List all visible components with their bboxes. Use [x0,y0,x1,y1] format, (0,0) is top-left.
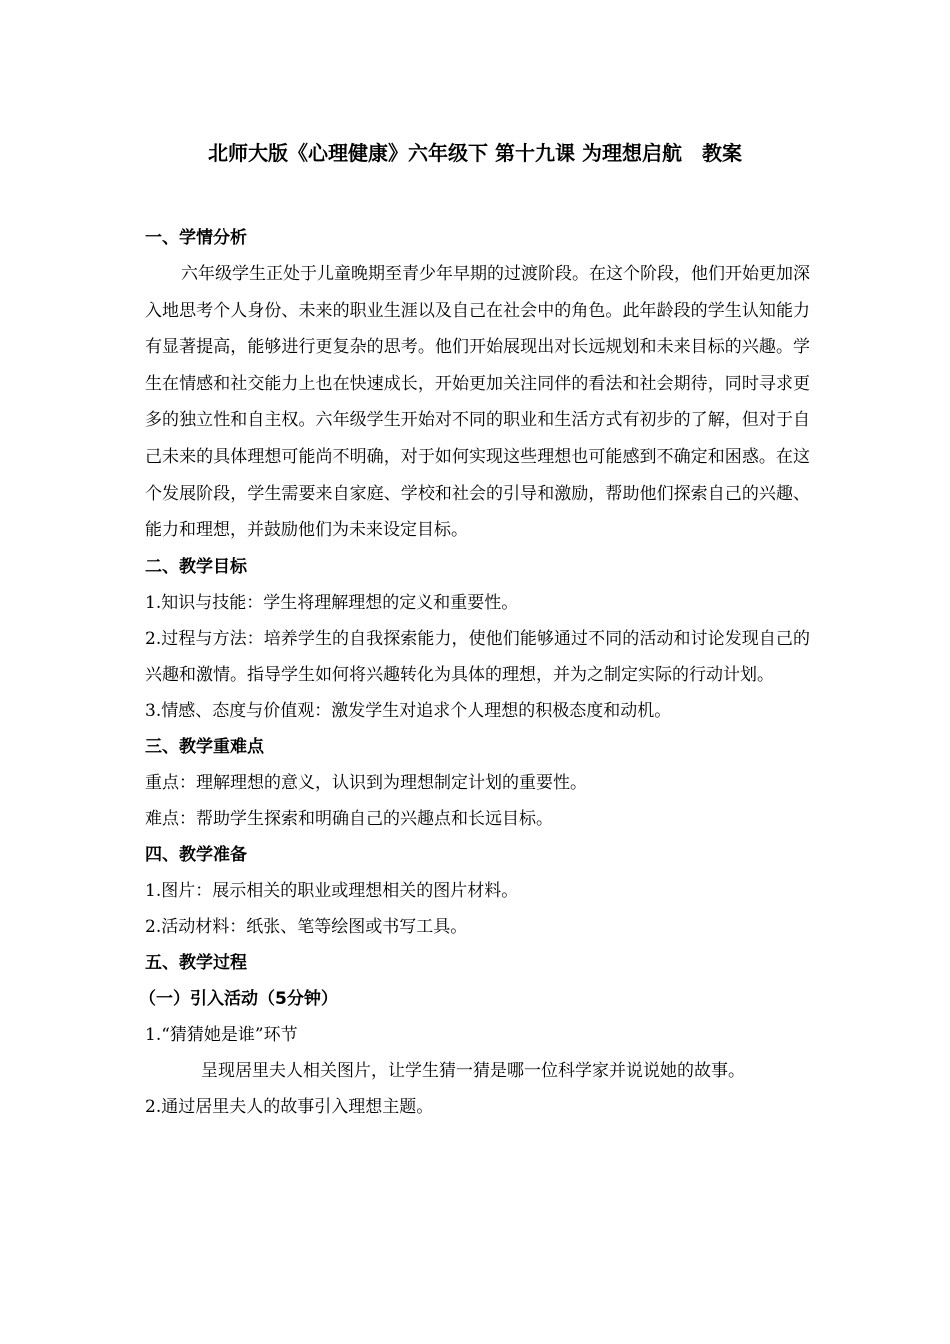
preparation-item-1: 1.图片：展示相关的职业或理想相关的图片材料。 [145,880,519,901]
objective-item-2: 2.过程与方法：培养学生的自我探索能力，使他们能够通过不同的活动和讨论发现自己的兴趣和激情。指导学生如何将兴趣转化为具体的理想，并为之制定实际的行动计划。 [145,628,810,685]
objective-item-1: 1.知识与技能：学生将理解理想的定义和重要性。 [145,592,519,613]
process-sub-heading: （一）引入活动（5分钟） [139,988,338,1009]
process-item-1-detail: 呈现居里夫人相关图片，让学生猜一猜是哪一位科学家并说说她的故事。 [201,1060,745,1081]
section-1-paragraph: 六年级学生正处于儿童晚期至青少年早期的过渡阶段。在这个阶段，他们开始更加深入地思考个人身份、未来的职业生涯以及自己在社会中的角色。此年龄段的学生认知能力有显著提高，能够进行更复杂的思考。他们开始展现出对长远规划和未来目标的兴趣。学生在情感和社交能力上也在快速成长，开始更加关注同伴的看法和社会期待，同时寻求更多的独立性和自主权。六年级学生开始对不同的职业和生活方式有初步的了解，但对于自己未来的具体理想可能尚不明确，对于如何实现这些理想也可能感到不确定和困惑。在这个发展阶段，学生需要来自家庭、学校和社会的引导和激励，帮助他们探索自己的兴趣、能力和理想，并鼓励他们为未来设定目标。 [145,264,810,541]
difficult-point-item: 难点：帮助学生探索和明确自己的兴趣点和长远目标。 [145,808,553,829]
section-heading-2: 二、教学目标 [145,556,247,577]
section-heading-1: 一、学情分析 [145,228,247,248]
section-heading-3: 三、教学重难点 [145,736,264,757]
objective-item-3: 3.情感、态度与价值观：激发学生对追求个人理想的积极态度和动机。 [145,700,672,721]
preparation-item-2: 2.活动材料：纸张、笔等绘图或书写工具。 [145,916,468,937]
document-title: 北师大版《心理健康》六年级下 第十九课 为理想启航 教案 [208,141,742,165]
section-heading-5: 五、教学过程 [145,952,247,973]
process-item-1: 1.“猜猜她是谁”环节 [145,1024,298,1045]
process-item-2: 2.通过居里夫人的故事引入理想主题。 [145,1096,434,1117]
key-point-item: 重点：理解理想的意义，认识到为理想制定计划的重要性。 [145,772,587,793]
document-body [139,220,810,1125]
section-heading-4: 四、教学准备 [145,844,247,865]
